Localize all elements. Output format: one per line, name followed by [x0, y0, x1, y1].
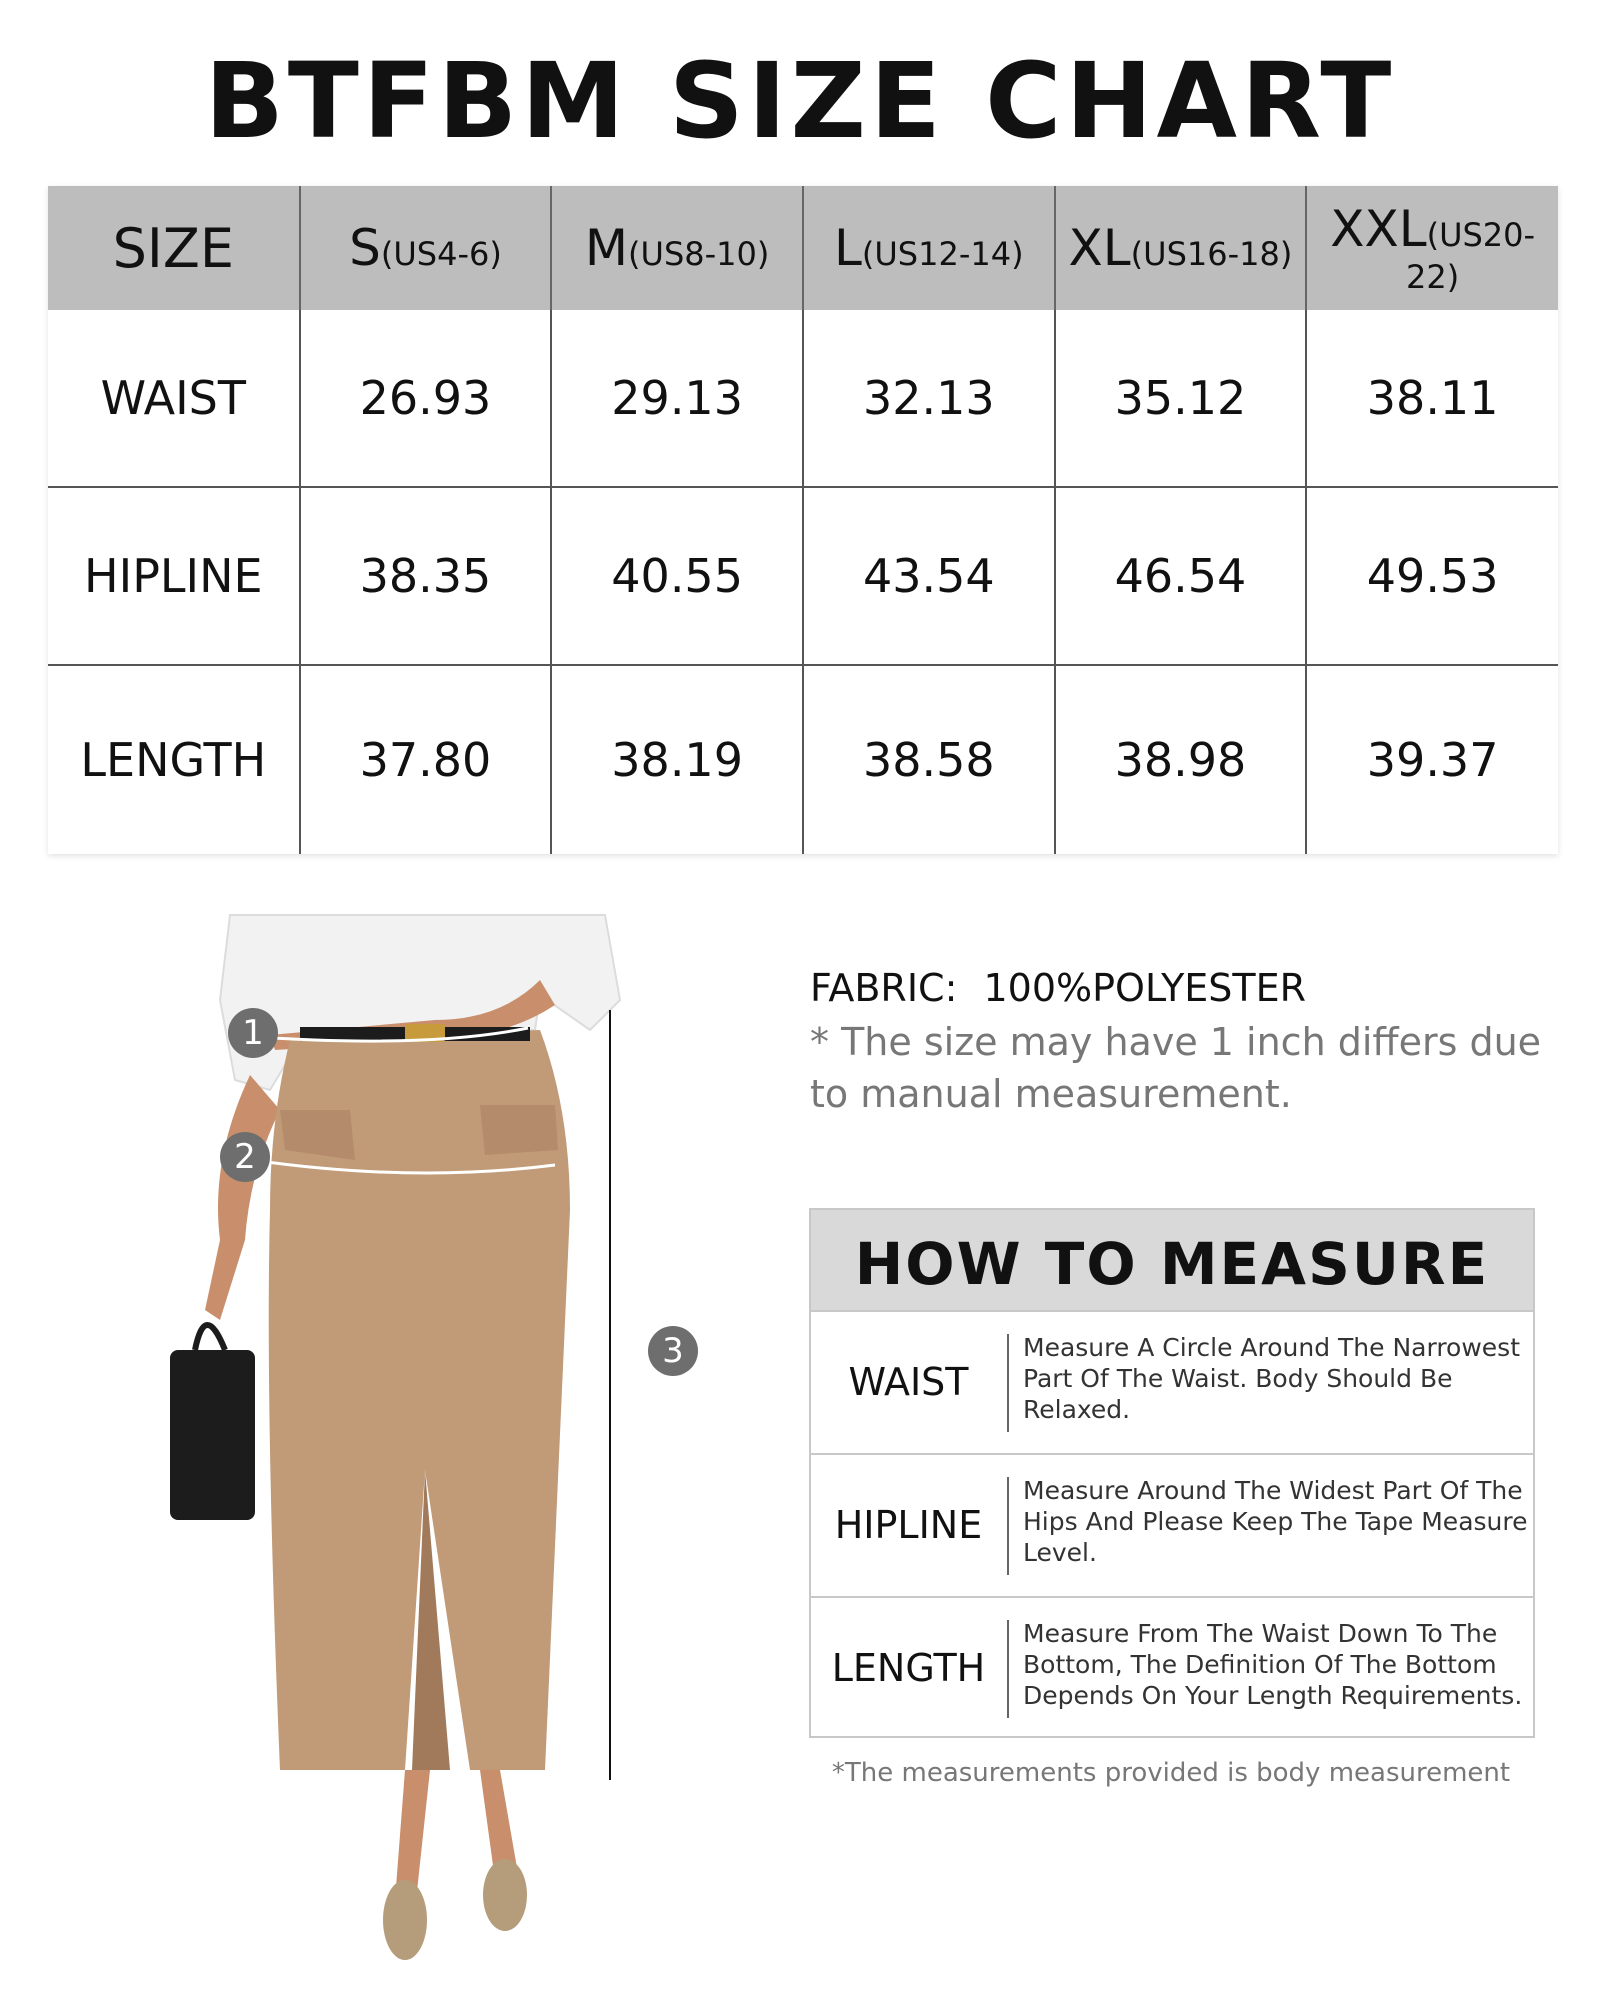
shoe-left: [383, 1880, 427, 1960]
table-cell: 35.12: [1055, 310, 1307, 487]
measure-desc-length: Measure From The Waist Down To The Bottom, The Definition Of The Bottom Depends On Your Length Requirements.: [1023, 1619, 1523, 1710]
size-header-xxl: XXL(US20-22): [1306, 186, 1558, 310]
size-header-s: S(US4-6): [300, 186, 552, 310]
table-cell: 37.80: [300, 665, 552, 854]
table-cell: 29.13: [551, 310, 803, 487]
row-label-hipline: HIPLINE: [48, 487, 300, 665]
footnote: *The measurements provided is body measurement: [831, 1758, 1511, 1788]
bag-handle: [195, 1325, 225, 1350]
table-cell: 26.93: [300, 310, 552, 487]
fabric-label: FABRIC:: [810, 966, 958, 1010]
row-label-waist: WAIST: [48, 310, 300, 487]
table-cell: 49.53: [1306, 487, 1558, 665]
measure-row-hipline: [811, 1453, 1533, 1596]
size-header-label: SIZE: [48, 186, 300, 310]
table-cell: 38.98: [1055, 665, 1307, 854]
row-label-length: LENGTH: [48, 665, 300, 854]
badge-1: 1: [228, 1008, 278, 1058]
measure-label-waist: WAIST: [848, 1360, 969, 1404]
measure-desc-waist: Measure A Circle Around The Narrowest Part Of The Waist. Body Should Be Relaxed.: [1023, 1333, 1521, 1424]
divider: [1007, 1477, 1009, 1575]
badge-3: 3: [648, 1326, 698, 1376]
size-chart-table: [48, 186, 1558, 854]
size-header-l: L(US12-14): [803, 186, 1055, 310]
measure-row-waist: [811, 1310, 1533, 1453]
model-figure: [150, 910, 730, 1970]
table-cell: 38.35: [300, 487, 552, 665]
table-cell: 38.11: [1306, 310, 1558, 487]
how-to-measure-box: [809, 1208, 1535, 1738]
table-row-waist: [48, 310, 1558, 487]
size-header-row: [48, 186, 1558, 310]
measure-desc-hipline: Measure Around The Widest Part Of The Hips And Please Keep The Tape Measure Level.: [1023, 1476, 1528, 1567]
measure-label-hipline: HIPLINE: [834, 1503, 983, 1547]
measure-row-length: [811, 1596, 1533, 1739]
shoe-right: [483, 1859, 527, 1931]
table-cell: 32.13: [803, 310, 1055, 487]
divider: [1007, 1334, 1009, 1432]
size-header-m: M(US8-10): [551, 186, 803, 310]
pocket-right: [480, 1105, 558, 1155]
how-to-measure-title: HOW TO MEASURE: [811, 1210, 1533, 1310]
table-cell: 38.19: [551, 665, 803, 854]
table-row-length: [48, 665, 1558, 854]
table-cell: 46.54: [1055, 487, 1307, 665]
size-header-xl: XL(US16-18): [1055, 186, 1307, 310]
page-title: BTFBM SIZE CHART: [204, 40, 1396, 162]
table-cell: 40.55: [551, 487, 803, 665]
arm-left: [205, 1075, 280, 1320]
model-illustration: [150, 910, 730, 1970]
table-cell: 38.58: [803, 665, 1055, 854]
divider: [1007, 1620, 1009, 1718]
size-note: * The size may have 1 inch differs due to manual measurement.: [810, 1020, 1542, 1116]
table-cell: 43.54: [803, 487, 1055, 665]
table-cell: 39.37: [1366, 733, 1499, 787]
table-row-hipline: [48, 487, 1558, 665]
fabric-value: 100%POLYESTER: [983, 966, 1307, 1010]
measure-label-length: LENGTH: [831, 1646, 986, 1690]
handbag: [170, 1350, 255, 1520]
fabric-info: [810, 966, 1570, 1010]
badge-2: 2: [220, 1132, 270, 1182]
